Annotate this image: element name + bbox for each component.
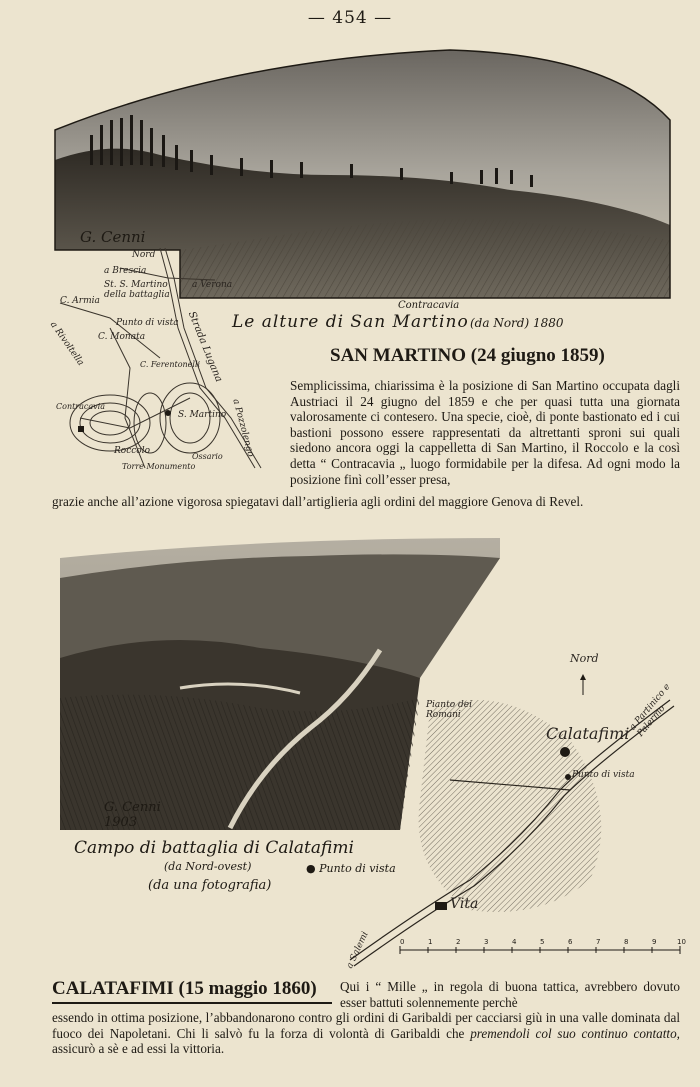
panorama1-contracavia-label: Contracavia xyxy=(398,300,460,311)
map1-label-st-martino: St. S. Martino della battaglia xyxy=(104,280,170,300)
map2-label-vita: Vita xyxy=(450,896,479,912)
landscape2-caption-line3: (da una fotografia) xyxy=(148,878,272,893)
section2-text-end: assicurò a sè e ad essi la vittoria. xyxy=(52,1041,225,1057)
map2-label-calatafimi: Calatafimi xyxy=(546,724,630,743)
section2-paragraph-right: Qui i “ Mille „ in regola di buona tattica, avrebbero dovuto esser battuti solennemente perchè xyxy=(340,979,680,1010)
section1-paragraph-right: Semplicissima, chiarissima è la posizione di San Martino occupata dagli Austriaci il 24 giugno del 1859 e che per quasi tutta una giornata valorosamente ci contesero. Una specie, cioè, di ponte bastionato ed i cui bastioni possono essere rappresentati da altrettanti sproni sui quali siedono ancora oggi la cappelletta di San Martino, il Roccolo e la così detta “ Contracavia „ luogo formidabile per la difesa. Ad ogni modo la posizione finì coll’esser presa, xyxy=(290,378,680,487)
map1-label-pozzolengo: a Pozzolengo xyxy=(230,398,256,458)
map1-label-ossario: Ossario xyxy=(192,452,223,461)
panorama1-caption-note: (da Nord) 1880 xyxy=(470,316,564,330)
map1-label-c-ferentonelli: C. Ferentonelli xyxy=(140,360,201,369)
scale-label: 5 xyxy=(540,938,545,946)
map1-label-torre: Torre Monumento xyxy=(122,462,196,471)
section2-title-rule xyxy=(52,1002,332,1004)
section2-text-start: essendo in ottima posizione, l’abbandonarono contro gli ordini di Garibaldi per cacciarsi giù in una valle dominata dal fuoco dei Napoletani. Chi li salvò fu la forza di volontà di Garibaldi che xyxy=(52,1010,680,1041)
map1-label-c-monata: C. Monata xyxy=(98,332,146,342)
scale-label: 3 xyxy=(484,938,489,946)
section1-title: SAN MARTINO (24 giugno 1859) xyxy=(330,345,605,366)
landscape2-caption-line1: Campo di battaglia di Calatafimi xyxy=(74,838,354,858)
map1-label-c-armia: C. Armia xyxy=(60,296,100,306)
panorama1-caption: Le alture di San Martino xyxy=(232,312,469,332)
scale-label: 8 xyxy=(624,938,629,946)
section2-text-italic: premendoli col suo continuo contatto, xyxy=(470,1025,680,1041)
scale-label: 10 xyxy=(677,938,686,946)
map1-label-brescia: a Brescia xyxy=(104,266,147,276)
section2-paragraph-full xyxy=(52,1010,680,1057)
map1-label-verona: a Verona xyxy=(192,280,233,290)
scale-label: 2 xyxy=(456,938,461,946)
viewpoint-marker-icon: ● xyxy=(306,862,316,875)
scale-label: 7 xyxy=(596,938,601,946)
landscape2-signature: G. Cenni 1903 xyxy=(104,800,161,830)
map1-label-strada-lugana: Strada Lugana xyxy=(185,310,225,384)
map1-label-rivoltella: a Rivoltella xyxy=(47,320,86,368)
scale-label: 0 xyxy=(400,938,405,946)
map2-label-punto-di-vista: Punto di vista xyxy=(572,770,635,780)
map2-label-a-salemi: a Salemi xyxy=(345,930,371,971)
map1-label-nord: Nord xyxy=(132,250,156,260)
section1-paragraph-full: grazie anche all’azione vigorosa spiegatavi dall’artiglieria agli ordini del maggiore Genova di Revel. xyxy=(52,494,584,509)
scale-label: 4 xyxy=(512,938,517,946)
scale-label: 1 xyxy=(428,938,433,946)
map1-label-punto-di-vista: Punto di vista xyxy=(116,318,179,328)
scale-label: 6 xyxy=(568,938,573,946)
landscape2-legend-pv-text: Punto di vista xyxy=(319,862,396,875)
panorama1-signature: G. Cenni xyxy=(80,228,146,246)
map2-label-nord: Nord xyxy=(570,652,599,665)
map1-label-roccolo: Roccolo xyxy=(114,446,150,456)
landscape2-caption-line2: (da Nord-ovest) xyxy=(164,860,252,873)
section2-title: CALATAFIMI (15 maggio 1860) xyxy=(52,978,317,999)
map2-label-pianto-romani: Pianto dei Romani xyxy=(426,700,472,720)
scale-label: 9 xyxy=(652,938,657,946)
map2-label-a-partinico: a Partinico e Palermo xyxy=(628,682,673,739)
page-number: — 454 — xyxy=(307,8,393,28)
map1-label-s-martino: S. Martino xyxy=(178,410,227,420)
calatafimi-map xyxy=(340,640,690,970)
map1-label-contracavia: Contracavia xyxy=(56,402,105,411)
